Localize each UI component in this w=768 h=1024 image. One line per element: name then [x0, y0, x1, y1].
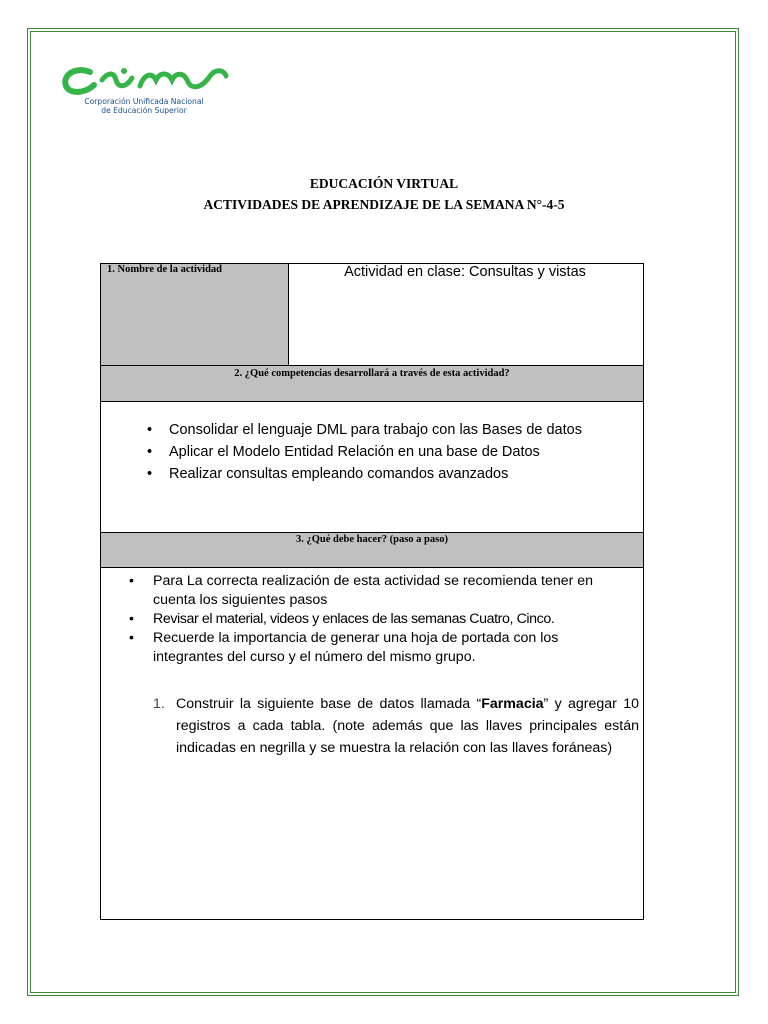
- section2-header: [101, 365, 643, 401]
- list-item: • Recuerde la importancia de generar una hoja de portada con los integrantes del curso y el número del mismo grupo.: [129, 629, 629, 667]
- section1-label: 1. Nombre de la actividad: [107, 264, 223, 275]
- header-subtitle: ACTIVIDADES DE APRENDIZAJE DE LA SEMANA N°-4-5: [203, 197, 565, 212]
- database-name: Farmacia: [481, 696, 544, 712]
- cun-logo: [58, 62, 233, 122]
- logo-line-1: Corporación Unificada Nacional: [84, 97, 204, 106]
- step-number: 1.: [153, 696, 165, 712]
- list-item: • Realizar consultas empleando comandos avanzados: [147, 463, 582, 485]
- section3-body: [101, 567, 643, 919]
- competencies-list: [147, 419, 582, 485]
- list-item: • Para La correcta realización de esta actividad se recomienda tener en cuenta los siguientes pasos: [129, 572, 629, 610]
- numbered-step: [153, 693, 639, 759]
- logo-line-2: de Educación Superior: [101, 106, 187, 115]
- section2-body: [101, 401, 643, 532]
- step-text-after: ” y agregar 10 registros a cada tabla. (note además que las llaves principales están indicadas en negrilla y se muestra la relación con las llaves foráneas): [176, 696, 639, 756]
- activity-name: Actividad en clase: Consultas y vistas: [344, 264, 586, 280]
- section3-header: [101, 532, 643, 567]
- section3-label: 3. ¿Qué debe hacer? (paso a paso): [296, 534, 448, 545]
- cun-logo-icon: [60, 62, 230, 96]
- logo-text: [58, 97, 230, 115]
- step-text-before: Construir la siguiente base de datos llamada “: [176, 696, 482, 712]
- list-item: • Consolidar el lenguaje DML para trabajo con las Bases de datos: [147, 419, 582, 441]
- section1-label-cell: [101, 264, 288, 365]
- header-title: EDUCACIÓN VIRTUAL: [309, 176, 459, 191]
- steps-list: [129, 572, 629, 667]
- step-text: [153, 693, 639, 759]
- list-item: • Aplicar el Modelo Entidad Relación en una base de Datos: [147, 441, 582, 463]
- activity-table: [100, 263, 644, 920]
- list-item: • Revisar el material, videos y enlaces de las semanas Cuatro, Cinco.: [129, 610, 629, 629]
- section1-value-cell: [288, 264, 643, 365]
- section2-label: 2. ¿Qué competencias desarrollará a través de esta actividad?: [234, 368, 510, 379]
